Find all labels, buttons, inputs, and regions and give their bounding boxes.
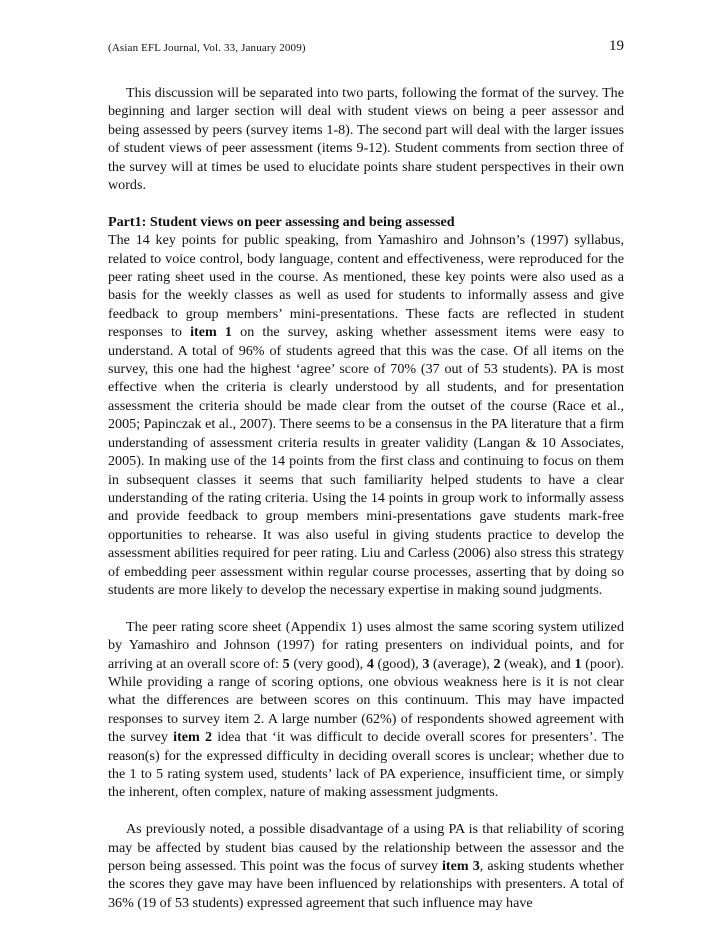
section-heading: Part1: Student views on peer assessing and being assessed [108,213,455,230]
score-5-label: (very good), [289,655,367,672]
body-text [108,84,624,912]
item-reference: item 1 [190,324,232,341]
paragraph-text: (poor). While providing a range of scoring options, one obvious weakness here is it is not clear what the differences are between scores on this continuum. This may have impacted responses to survey item 2. A large number (62%) of respondents showed agreement with the survey [108,655,624,746]
bias-paragraph [108,820,624,912]
score-5: 5 [282,655,290,672]
score-4: 4 [366,655,374,672]
part1-section [108,213,624,600]
scoring-paragraph [108,618,624,802]
page-number: 19 [609,38,624,54]
item-reference: item 3 [442,858,480,875]
paragraph-text: , asking students whether the scores they gave may have been influenced by relationships with presenters. A total of 36% (19 of 53 students) expressed agreement that such influence may have [108,858,624,911]
intro-paragraph: This discussion will be separated into two parts, following the format of the survey. The beginning and larger section will deal with student views on being a peer assessor and being assessed by peers (survey items 1-8). The second part will deal with the larger issues of student views of peer assessment (items 9-12). Student comments from section three of the survey will at times be used to elucidate points share student perspectives in their own words. [108,85,624,194]
paragraph-text: on the survey, asking whether assessment items were easy to understand. A total of 96% of students agreed that this was the case. Of all items on the survey, this one had the highest ‘agree’ score of 70% (37 out of 53 students). PA is most effective when the criteria is clearly understood by all students, and for presentation assessment the criteria should be made clear from the outset of the course (Race et al., 2005; Papinczak et al., 2007). There seems to be a consensus in the PA literature that a firm understanding of assessment criteria results in greater validity (Langan & 10 Associates, 2005). In making use of the 14 points from the first class and continuing to focus on them in subsequent classes it seems that such familiarity helped students to have a clear understanding of the rating criteria. Using the 14 points in group work to informally assess and provide feedback to group members mini-presentations gave students mark-free opportunities to rehearse. It was also useful in giving students practice to develop the assessment abilities required for peer rating. Liu and Carless (2006) also stress this strategy of embedding peer assessment within regular course processes, asserting that by doing so students are more likely to develop the necessary expertise in making sound judgments. [108,324,624,598]
paragraph-text: idea that ‘it was difficult to decide overall scores for presenters’. The reason(s) for the expressed difficulty in deciding overall scores is unclear; whether due to the 1 to 5 rating system used, students’ lack of PA experience, insufficient time, or simply the inherent, often complex, nature of making assessment judgments. [108,729,624,801]
score-1: 1 [574,655,582,672]
score-2-label: (weak), and [500,655,575,672]
journal-citation: (Asian EFL Journal, Vol. 33, January 2009) [108,42,306,54]
score-4-label: (good), [373,655,423,672]
score-3: 3 [422,655,430,672]
running-header [108,38,624,58]
paragraph-text: The peer rating score sheet (Appendix 1) uses almost the same scoring system utilized by Yamashiro and Johnson (1997) for rating presenters on individual points, and for arriving at an overall score of: [108,618,624,672]
score-3-label: (average), [429,655,494,672]
item-reference: item 2 [173,729,213,746]
score-2: 2 [493,655,501,672]
paragraph-text: As previously noted, a possible disadvantage of a using PA is that reliability of scoring may be affected by student bias caused by the relationship between the assessor and the person being assessed. This point was the focus of survey [108,821,624,875]
paragraph-text: The 14 key points for public speaking, from Yamashiro and Johnson’s (1997) syllabus, related to voice control, body language, content and effectiveness, were reproduced for the peer rating sheet used in the course. As mentioned, these key points were also used as a basis for the weekly classes as well as used for students to informally assess and give feedback to group members’ mini-presentations. These facts are reflected in student responses to [108,232,624,341]
